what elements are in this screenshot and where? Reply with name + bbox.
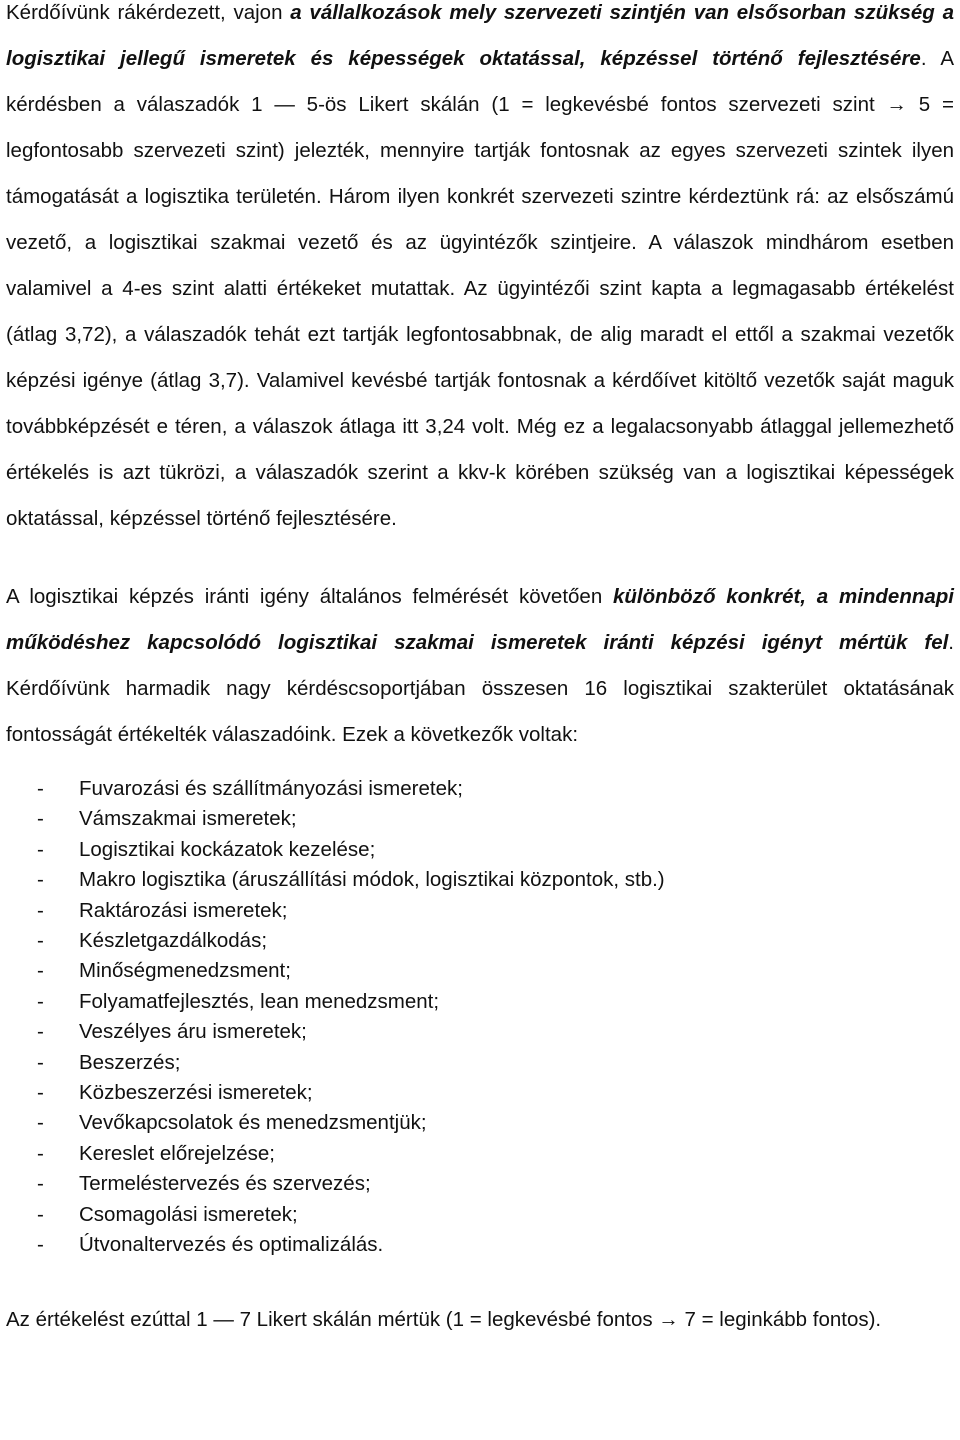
list-dash: - <box>37 1081 44 1105</box>
list-dash: - <box>37 929 44 953</box>
topics-intro-text-start: A logisztikai képzés iránti igény általános felmérését követően <box>6 585 613 608</box>
list-dash: - <box>37 1202 44 1226</box>
list-dash: - <box>37 959 44 983</box>
intro-emphasis: a vállalkozások mely szervezeti szintjén van elsősorban szükség a logisztikai jellegű ismeretek és képességek oktatással, képzéssel történő fejlesztésére <box>6 1 954 70</box>
list-item <box>6 896 954 926</box>
list-item <box>6 774 954 804</box>
scale-text: Az értékelést ezúttal 1 ― 7 Likert skálán mértük (1 = legkevésbé fontos → 7 = leginkább fontos). <box>6 1307 882 1331</box>
list-item <box>6 1169 954 1199</box>
list-item-text: Vevőkapcsolatok és menedzsmentjük; <box>79 1111 427 1135</box>
list-item <box>6 1230 954 1260</box>
list-item <box>6 1108 954 1138</box>
list-dash: - <box>37 868 44 892</box>
list-dash: - <box>37 1233 44 1257</box>
list-item-text: Raktározási ismeretek; <box>79 898 288 922</box>
list-item-text: Fuvarozási és szállítmányozási ismeretek; <box>79 777 463 800</box>
list-dash: - <box>37 1141 44 1165</box>
list-dash: - <box>37 777 44 800</box>
list-item <box>6 987 954 1017</box>
list-item <box>6 865 954 895</box>
list-dash: - <box>37 807 44 831</box>
intro-paragraph <box>6 0 954 542</box>
list-dash: - <box>37 1111 44 1135</box>
list-item-text: Vámszakmai ismeretek; <box>79 807 297 831</box>
list-item-text: Minőségmenedzsment; <box>79 959 291 983</box>
topics-list <box>6 774 954 1261</box>
list-item-text: Veszélyes áru ismeretek; <box>79 1020 307 1044</box>
list-dash: - <box>37 1050 44 1074</box>
list-item-text: Folyamatfejlesztés, lean menedzsment; <box>79 989 440 1013</box>
list-item <box>6 956 954 986</box>
list-item-text: Útvonaltervezés és optimalizálás. <box>79 1233 384 1257</box>
list-item-text: Készletgazdálkodás; <box>79 929 268 953</box>
list-item-text: Termeléstervezés és szervezés; <box>79 1172 371 1196</box>
list-item <box>6 1200 954 1230</box>
list-dash: - <box>37 1020 44 1044</box>
list-item <box>6 1078 954 1108</box>
list-item <box>6 926 954 956</box>
topics-intro-text-rest: . Kérdőívünk harmadik nagy kérdéscsoportjában összesen 16 logisztikai szakterület oktatásának fontosságát értékelték válaszadóink. Ezek a következők voltak: <box>6 631 954 746</box>
list-item <box>6 1017 954 1047</box>
intro-text-rest: . A kérdésben a válaszadók 1 ― 5-ös Likert skálán (1 = legkevésbé fontos szervezeti szint → 5 = legfontosabb szervezeti szint) jelezték, mennyire tartják fontosnak az egyes szervezeti szintek ilyen támogatását a logisztika területén. Három ilyen konkrét szervezeti szintre kérdeztünk rá: az elsőszámú vezető, a logisztikai szakmai vezető és az ügyintézők szintjeire. A válaszok mindhárom esetben valamivel a 4-es szint alatti értékeket mutattak. Az ügyintézői szint kapta a legmagasabb értékelést (átlag 3,72), a válaszadók tehát ezt tartják legfontosabbnak, de alig maradt el ettől a szakmai vezetők képzési igénye (átlag 3,7). Valamivel kevésbé tartják fontosnak a kérdőívet kitöltő vezetők saját maguk továbbképzését e téren, a válaszok átlaga itt 3,24 volt. Még ez a legalacsonyabb átlaggal jellemezhető értékelés is azt tükrözi, a válaszadók szerint a kkv-k körében szükség van a logisztikai képességek oktatással, képzéssel történő fejlesztésére. <box>6 47 954 530</box>
list-dash: - <box>37 837 44 861</box>
list-item <box>6 1139 954 1169</box>
intro-text-start: Kérdőívünk rákérdezett, vajon <box>6 1 291 24</box>
list-dash: - <box>37 898 44 922</box>
list-item <box>6 1048 954 1078</box>
list-item-text: Beszerzés; <box>79 1050 181 1074</box>
list-dash: - <box>37 1172 44 1196</box>
scale-paragraph <box>6 1297 954 1343</box>
topics-intro-emphasis: különböző konkrét, a mindennapi működéshez kapcsolódó logisztikai szakmai ismeretek iránti képzési igényt mértük fel <box>6 585 954 654</box>
list-item-text: Makro logisztika (áruszállítási módok, logisztikai központok, stb.) <box>79 868 665 892</box>
list-item-text: Csomagolási ismeretek; <box>79 1202 298 1226</box>
list-item <box>6 835 954 865</box>
topics-intro-paragraph <box>6 574 954 758</box>
list-item-text: Logisztikai kockázatok kezelése; <box>79 837 376 861</box>
list-item-text: Kereslet előrejelzése; <box>79 1141 275 1165</box>
list-dash: - <box>37 989 44 1013</box>
list-item <box>6 804 954 834</box>
list-item-text: Közbeszerzési ismeretek; <box>79 1081 313 1105</box>
